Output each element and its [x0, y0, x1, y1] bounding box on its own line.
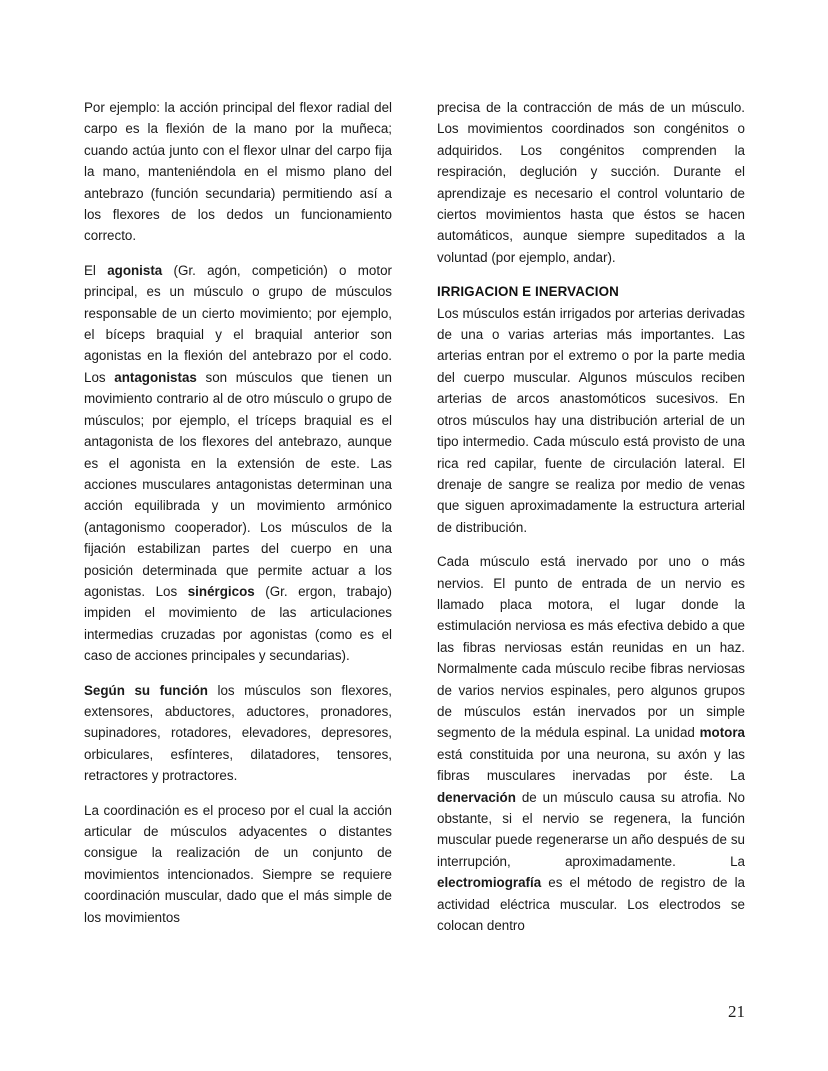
paragraph: La coordinación es el proceso por el cual la acción articular de músculos adyacentes o distantes consigue la realización de un conjunto de movimientos intencionados. Siempre se requiere coordinación muscular, dado que el más simple de los movimientos	[84, 802, 392, 925]
emphasis-term: sinérgicos	[187, 583, 255, 599]
page-number: 21	[728, 1002, 745, 1021]
paragraph: Los músculos están irrigados por arterias derivadas de una o varias arterias más importantes. Las arterias entran por el extremo o por la parte media del cuerpo muscular. Algunos músculos reciben arterias de arcos anastomóticos sucesivos. En otros músculos hay una distribución arterial de un tipo intermedio. Cada músculo está provisto de una rica red capilar, fuente de circulación lateral. El drenaje de sangre se realiza por medio de venas que siguen aproximadamente la estructura arterial de distribución.	[437, 305, 745, 535]
emphasis-term: electromiografía	[437, 875, 542, 891]
paragraph: El agonista (Gr. agón, competición) o motor principal, es un músculo o grupo de músculos responsable de un cierto movimiento; por ejemplo, el bíceps braquial y el braquial anterior son agonistas en la flexión del antebrazo por el codo. Los antagonistas son músculos que tienen un movimiento contrario al de otro músculo o grupo de músculos; por ejemplo, el tríceps braquial es el antagonista de los flexores del antebrazo, aunque es el agonista en la extensión de este. Las acciones musculares antagonistas determinan una acción equilibrada y un movimiento armónico (antagonismo cooperador). Los músculos de la fijación estabilizan partes del cuerpo en una posición determinada que permite actuar a los agonistas. Los sinérgicos (Gr. ergon, trabajo) impiden el movimiento de las articulaciones intermedias cruzadas por agonistas (como es el caso de acciones principales y secundarias).	[84, 262, 392, 664]
emphasis-term: agonista	[107, 262, 163, 278]
left-column	[84, 97, 392, 928]
emphasis-term: Según su función	[84, 682, 208, 698]
paragraph: precisa de la contracción de más de un músculo. Los movimientos coordinados son congénitos o adquiridos. Los congénitos comprenden la respiración, deglución y succión. Durante el aprendizaje es necesario el control voluntario de ciertos movimientos hasta que éstos se hacen automáticos, aunque siempre supeditados a la voluntad (por ejemplo, andar).	[437, 100, 745, 265]
right-column	[437, 97, 745, 936]
paragraph: Cada músculo está inervado por uno o más nervios. El punto de entrada de un nervio es llamado placa motora, el lugar donde la estimulación nerviosa es más efectiva debido a que las fibras nerviosas están reunidas en un haz. Normalmente cada músculo recibe fibras nerviosas de varios nervios espinales, pero algunos grupos de músculos están inervados por un simple segmento de la médula espinal. La unidad motora está constituida por una neurona, su axón y las fibras musculares inervadas por éste. La denervación de un músculo causa su atrofia. No obstante, si el nervio se regenera, la función muscular puede regenerarse un año después de su interrupción, aproximadamente. La electromiografía es el método de registro de la actividad eléctrica muscular. Los electrodos se colocan dentro	[437, 554, 745, 934]
paragraph: Por ejemplo: la acción principal del flexor radial del carpo es la flexión de la mano por la muñeca; cuando actúa junto con el flexor ulnar del carpo fija la mano, manteniéndola en el mismo plano del antebrazo (función secundaria) permitiendo así a los flexores de los dedos un funcionamiento correcto.	[84, 100, 392, 244]
emphasis-term: denervación	[437, 789, 516, 805]
emphasis-term: motora	[699, 725, 745, 741]
paragraph: Según su función los músculos son flexores, extensores, abductores, aductores, pronadores, supinadores, rotadores, elevadores, depresores, orbiculares, esfínteres, dilatadores, tensores, retractores y protractores.	[84, 682, 392, 784]
two-column-body	[84, 97, 746, 936]
emphasis-term: antagonistas	[114, 369, 197, 385]
section-heading: IRRIGACION E INERVACION	[437, 284, 619, 300]
